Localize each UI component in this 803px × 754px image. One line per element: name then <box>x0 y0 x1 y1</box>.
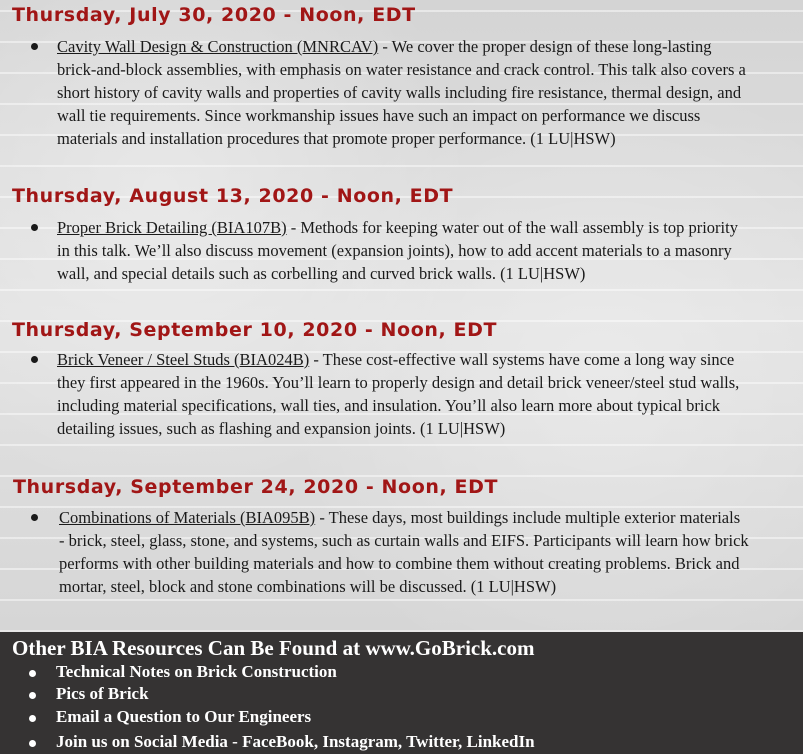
footer-item-email-engineers[interactable]: Email a Question to Our Engineers <box>56 707 312 726</box>
bullet-icon <box>29 692 36 699</box>
bullet-icon <box>29 715 36 722</box>
session-3-description: - These cost-effective wall systems have come a long way since they first appeared in the 1960s. You’ll learn to properly design and detail brick veneer/steel stud walls, including material specifications, wall ties, and insulation. You’ll also learn more about typical brick detailing issues, such as flashing and expansion joints. (1 LU|HSW) <box>57 350 740 438</box>
session-2-heading: Thursday, August 13, 2020 - Noon, EDT <box>12 185 454 207</box>
footer-heading: Other BIA Resources Can Be Found at www.GoBrick.com <box>12 636 535 660</box>
session-1-course-link[interactable]: Cavity Wall Design & Construction (MNRCAV) <box>57 37 379 56</box>
session-2-body <box>57 216 747 285</box>
session-1-body <box>57 35 747 150</box>
session-2-description: - Methods for keeping water out of the wall assembly is top priority in this talk. We’ll also discuss movement (expansion joints), how to add accent materials to a masonry wall, and special details such as corbelling and curved brick walls. (1 LU|HSW) <box>57 218 738 283</box>
session-4-course-link[interactable]: Combinations of Materials (BIA095B) <box>59 508 316 527</box>
footer-item-pics-of-brick[interactable]: Pics of Brick <box>56 684 149 703</box>
bullet-icon <box>31 356 38 363</box>
session-3-body <box>57 348 747 440</box>
bullet-icon <box>29 740 36 747</box>
bullet-icon <box>31 514 38 521</box>
footer-item-technical-notes[interactable]: Technical Notes on Brick Construction <box>56 662 337 681</box>
footer-item-social-media[interactable]: Join us on Social Media - FaceBook, Instagram, Twitter, LinkedIn <box>56 732 535 751</box>
session-3-course-link[interactable]: Brick Veneer / Steel Studs (BIA024B) <box>57 350 310 369</box>
session-1-heading: Thursday, July 30, 2020 - Noon, EDT <box>12 4 416 26</box>
session-4-body <box>59 506 749 598</box>
session-2-course-link[interactable]: Proper Brick Detailing (BIA107B) <box>57 218 287 237</box>
bullet-icon <box>29 670 36 677</box>
session-4-description: - These days, most buildings include multiple exterior materials - brick, steel, glass, stone, and systems, such as curtain walls and EIFS. Participants will learn how brick performs with other building materials and how to combine them without creating problems. Brick and mortar, steel, block and stone combinations will be discussed. (1 LU|HSW) <box>59 508 749 596</box>
session-3-heading: Thursday, September 10, 2020 - Noon, EDT <box>12 319 498 341</box>
bullet-icon <box>31 43 38 50</box>
bullet-icon <box>31 224 38 231</box>
session-4-heading: Thursday, September 24, 2020 - Noon, EDT <box>13 476 499 498</box>
session-1-description: - We cover the proper design of these long-lasting brick-and-block assemblies, with emphasis on water resistance and crack control. This talk also covers a short history of cavity walls and properties of cavity walls including fire resistance, thermal design, and wall tie requirements. Since workmanship issues have such an impact on performance we discuss materials and installation procedures that promote proper performance. (1 LU|HSW) <box>57 37 746 148</box>
resources-footer <box>0 632 803 754</box>
